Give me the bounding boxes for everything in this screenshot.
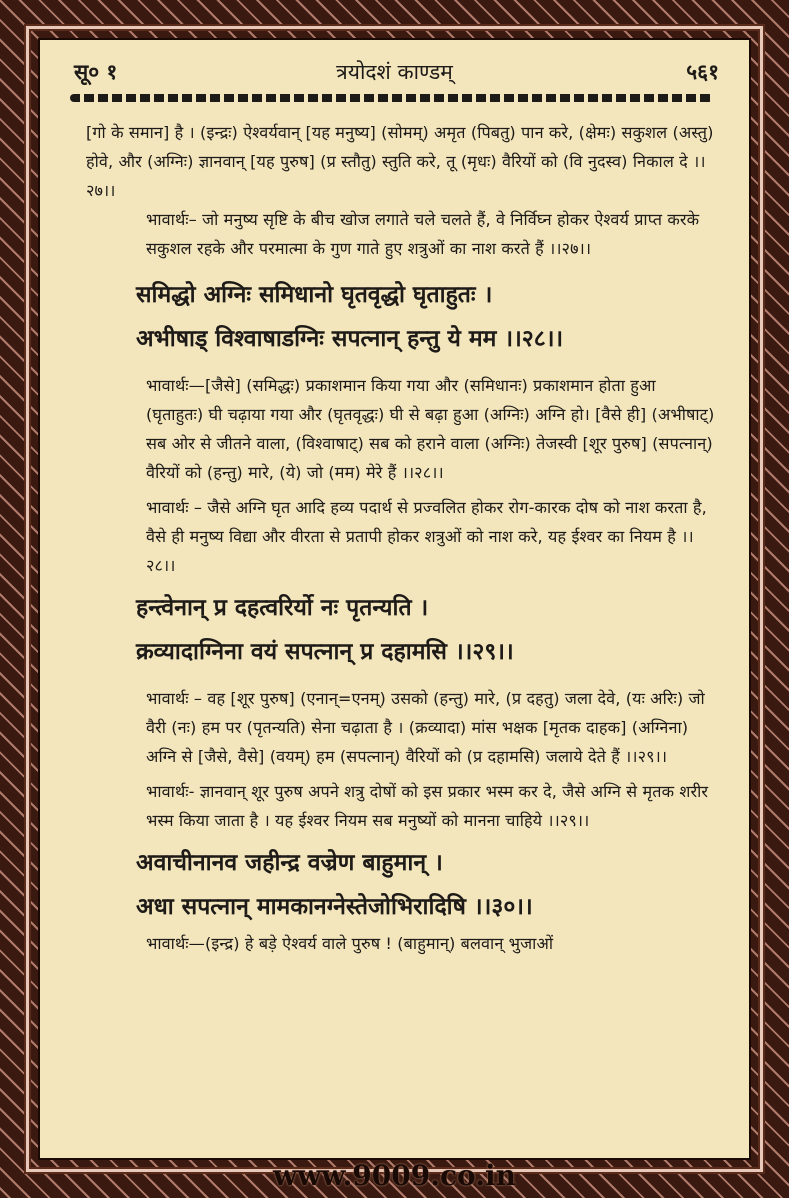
header-divider [70, 94, 713, 102]
padartha-28: भावार्थः—[जैसे] (समिद्धः) प्रकाशमान किया गया और (समिधानः) प्रकाशमान होता हुआ (घृताहुतः) घी चढ़ाया गया और (घृतवृद्धः) घी से बढ़ा हुआ (अग्निः) अग्नि हो। [वैसे ही] (अभीषाट्) सब ओर से जीतने वाला, (विश्वाषाट्) सब को हराने वाला (अग्निः) तेजस्वी [शूर पुरुष] (सपत्नान्) वैरियों को (हन्तु) मारे, (ये) जो (मम) मेरे हैं ।।२८।। [146, 376, 715, 482]
bhavartha-27: भावार्थः– जो मनुष्य सृष्टि के बीच खोज लगाते चले चलते हैं, वे निर्विघ्न होकर ऐश्वर्य प्राप्त करके सकुशल रहके और परमात्मा के गुण गाते हुए शत्रुओं का नाश करते हैं ।।२७।। [146, 210, 700, 258]
page-header [62, 58, 727, 88]
mantra-29-line-2: क्रव्यादाग्निना वयं सपत्नान् प्र दहामसि ।।२९।। [136, 639, 514, 665]
padartha-27: [गो के समान] है । (इन्द्रः) ऐश्वर्यवान् [यह मनुष्य] (सोमम्) अमृत (पिबतु) पान करे, (क्षेमः) सकुशल (अस्तु) होवे, और (अग्निः) ज्ञानवान् [यह पुरुष] (प्र स्तौतु) स्तुति करे, तू (मृधः) वैरियों को (वि नुदस्व) निकाल दे ।।२७।। [86, 123, 714, 200]
book-page [38, 38, 751, 1160]
bhavartha-29: भावार्थः- ज्ञानवान् शूर पुरुष अपने शत्रु दोषों को इस प्रकार भस्म कर दे, जैसे अग्नि से मृतक शरीर भस्म किया जाता है । यह ईश्वर नियम सब मनुष्यों को मानना चाहिये ।।२९।। [146, 782, 709, 830]
kanda-title: त्रयोदशं काण्डम् [336, 60, 453, 84]
page-content [86, 118, 715, 958]
mantra-28-line-1: समिद्धो अग्निः समिधानो घृतवृद्धो घृताहुतः । [136, 282, 493, 308]
padartha-29: भावार्थः – वह [शूर पुरुष] (एनान्=एनम्) उसको (हन्तु) मारे, (प्र दहतु) जला देवे, (यः अरिः) जो वैरी (नः) हम पर (पृतन्यति) सेना चढ़ाता है । (क्रव्यादा) मांस भक्षक [मृतक दाहक] (अग्निना) अग्नि से [जैसे, वैसे] (वयम्) हम (सपत्नान्) वैरियों को (प्र दहामसि) जलाये देते हैं ।।२९।। [146, 689, 705, 766]
mantra-30-line-2: अधा सपत्नान् मामकानग्नेस्तेजोभिरादिषि ।।३०।। [136, 894, 533, 920]
bhavartha-28: भावार्थः – जैसे अग्नि घृत आदि हव्य पदार्थ से प्रज्वलित होकर रोग-कारक दोष को नाश करता है, वैसे ही मनुष्य विद्या और वीरता से प्रतापी होकर शत्रुओं को नाश करे, यह ईश्वर का नियम है ।।२८।। [146, 498, 707, 575]
mantra-30-line-1: अवाचीनानव जहीन्द्र वज्रेण बाहुमान् । [136, 850, 443, 876]
sukta-number: सू० १ [74, 60, 118, 84]
website-watermark: www.9009.co.in [273, 1159, 516, 1192]
page-number: ५६१ [686, 60, 719, 84]
mantra-29-line-1: हन्त्वेनान् प्र दहत्वरिर्यो नः पृतन्यति । [136, 595, 429, 621]
padartha-30: भावार्थः—(इन्द्र) हे बड़े ऐश्वर्य वाले पुरुष ! (बाहुमान्) बलवान् भुजाओं [146, 934, 554, 953]
mantra-28-line-2: अभीषाड् विश्वाषाडग्निः सपत्नान् हन्तु ये मम ।।२८।। [136, 326, 564, 352]
